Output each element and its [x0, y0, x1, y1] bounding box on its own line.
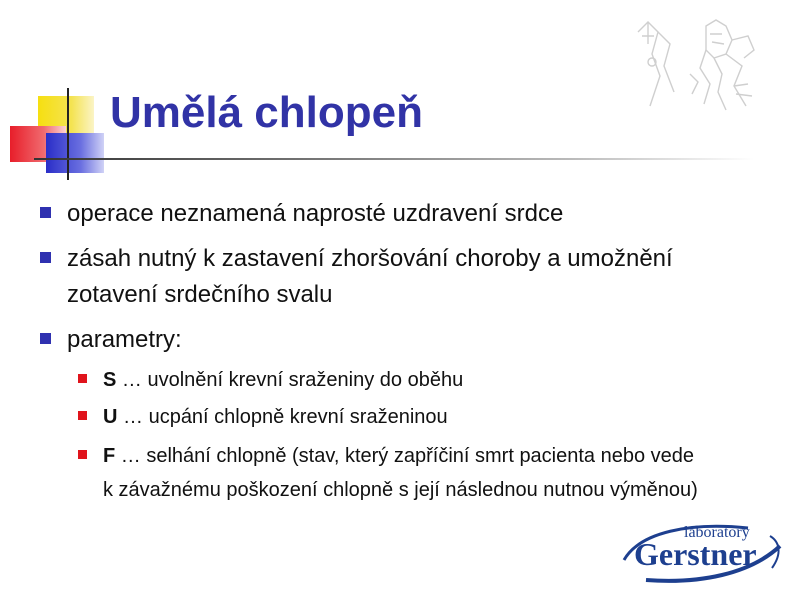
logo-subtitle: laboratory — [684, 524, 750, 541]
bullet-text: zotavení srdečního svalu — [67, 281, 333, 308]
bullet-square-icon — [40, 207, 51, 218]
slide-title: Umělá chlopeň — [110, 88, 423, 137]
decor-blue-square — [46, 133, 104, 173]
subbullet-label: U — [103, 406, 118, 428]
subbullet-label: F — [103, 445, 116, 467]
subbullet-label: S — [103, 369, 117, 391]
bullet-text: operace neznamená naprosté uzdravení srdce — [67, 200, 564, 227]
subbullet-text: k závažnému poškození chlopně s její následnou nutnou výměnou) — [103, 479, 698, 501]
subbullet-text: … ucpání chlopně krevní sraženinou — [117, 406, 448, 428]
subbullet-square-icon — [78, 411, 87, 420]
subbullet-square-icon — [78, 374, 87, 383]
bullet-text: parametry: — [67, 326, 182, 353]
logo-name: Gerstner — [634, 536, 757, 572]
bullet-square-icon — [40, 252, 51, 263]
decor-vertical-line — [67, 88, 69, 180]
bullet-text: zásah nutný k zastavení zhoršování choroby a umožnění — [67, 245, 673, 272]
gerstner-laboratory-logo — [620, 518, 790, 588]
subbullet-text: … uvolnění krevní sraženiny do oběhu — [116, 369, 464, 391]
subbullet-square-icon — [78, 450, 87, 459]
bullet-square-icon — [40, 333, 51, 344]
lion-crest-icon — [630, 14, 760, 114]
title-underline — [34, 158, 754, 160]
subbullet-text: … selhání chlopně (stav, který zapříčiní smrt pacienta nebo vede — [115, 445, 695, 467]
